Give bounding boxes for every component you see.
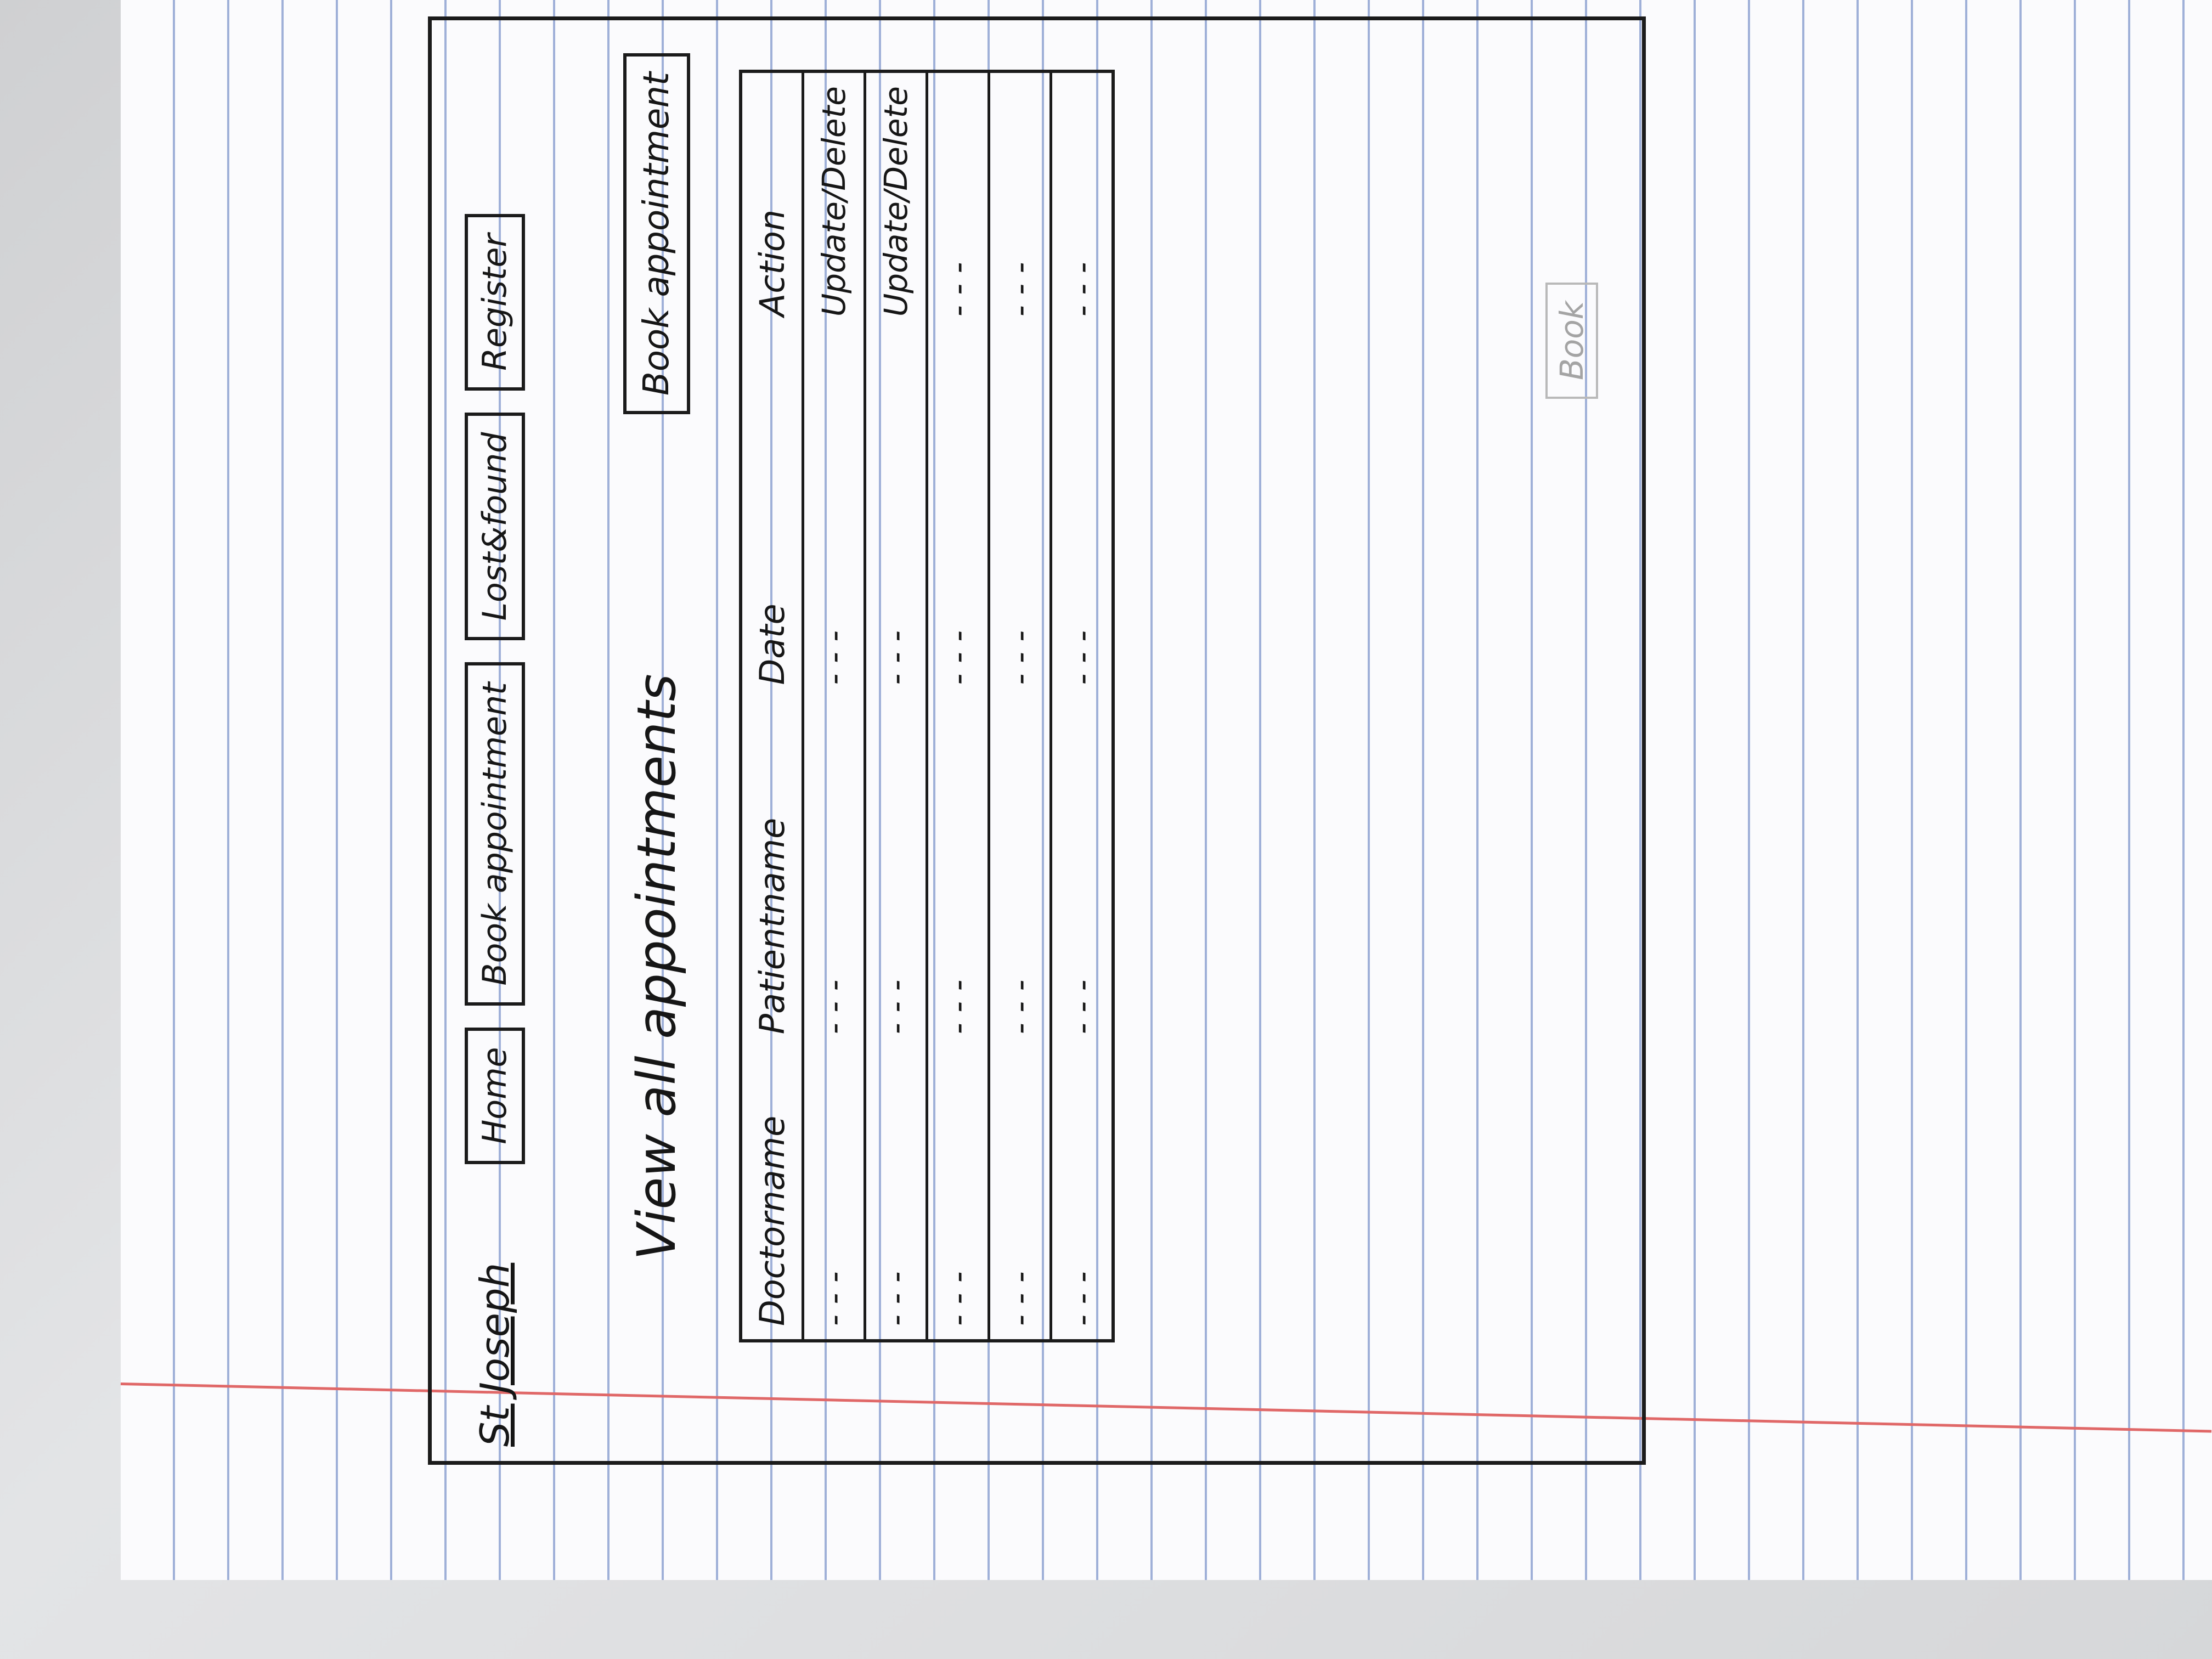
- brand-name: St Joseph: [472, 1262, 518, 1447]
- cell-action: - - -: [1051, 71, 1114, 330]
- cell-date: - - -: [865, 330, 927, 698]
- nav-register[interactable]: Register: [465, 214, 525, 391]
- cell-doctor: - - -: [803, 1047, 865, 1341]
- heading-row: [613, 53, 701, 1260]
- header-patientname: Patientname: [741, 698, 803, 1048]
- top-nav: [454, 42, 536, 1447]
- cell-doctor: - - -: [865, 1047, 927, 1341]
- appointments-table: [739, 70, 1115, 1342]
- table-row: [865, 71, 927, 1341]
- wireframe-frame: [428, 16, 1646, 1465]
- header-date: Date: [741, 330, 803, 698]
- nav-book-appointment[interactable]: Book appointment: [465, 662, 525, 1005]
- table-row: [803, 71, 865, 1341]
- table-row: [1051, 71, 1114, 1341]
- cell-patient: - - -: [989, 698, 1051, 1048]
- cell-doctor: - - -: [927, 1047, 989, 1341]
- cell-action-update-delete[interactable]: Update/Delete: [803, 71, 865, 330]
- table-row: [927, 71, 989, 1341]
- cell-action: - - -: [989, 71, 1051, 330]
- cell-doctor: - - -: [989, 1047, 1051, 1341]
- page-title: View all appointments: [626, 674, 687, 1260]
- cell-date: - - -: [927, 330, 989, 698]
- cell-date: - - -: [1051, 330, 1114, 698]
- cell-date: - - -: [803, 330, 865, 698]
- cell-patient: - - -: [1051, 698, 1114, 1048]
- cell-action-update-delete[interactable]: Update/Delete: [865, 71, 927, 330]
- cell-patient: - - -: [865, 698, 927, 1048]
- cell-doctor: - - -: [1051, 1047, 1114, 1341]
- faint-book-label: Book: [1545, 283, 1598, 399]
- table-row: [989, 71, 1051, 1341]
- cell-date: - - -: [989, 330, 1051, 698]
- header-action: Action: [741, 71, 803, 330]
- cell-patient: - - -: [803, 698, 865, 1048]
- header-doctorname: Doctorname: [741, 1047, 803, 1341]
- cell-action: - - -: [927, 71, 989, 330]
- table-header-row: [741, 71, 803, 1341]
- nav-lost-found[interactable]: Lost&found: [465, 413, 525, 641]
- nav-home[interactable]: Home: [465, 1028, 525, 1164]
- wireframe-content: [432, 20, 1650, 1469]
- book-appointment-button[interactable]: Book appointment: [623, 53, 690, 414]
- cell-patient: - - -: [927, 698, 989, 1048]
